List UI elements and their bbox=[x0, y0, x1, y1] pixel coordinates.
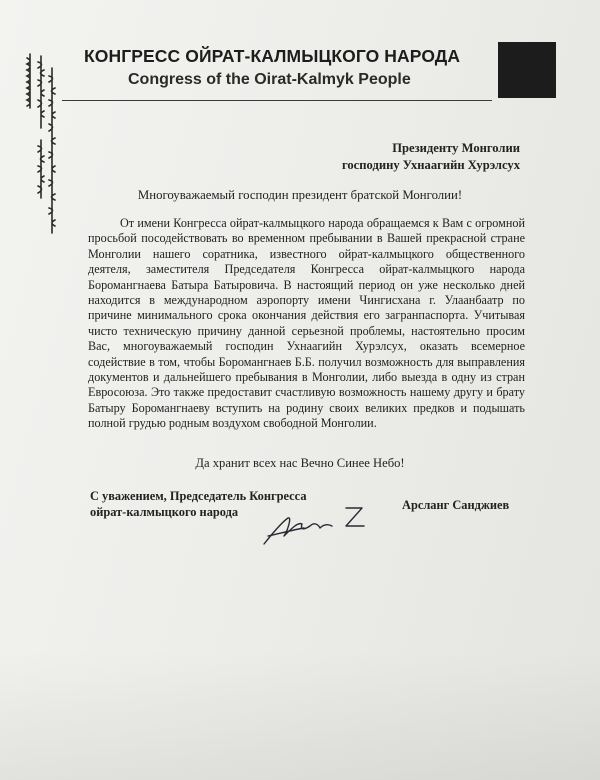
signature-title-line1: С уважением, Председатель Конгресса bbox=[90, 489, 307, 503]
org-name-ru: КОНГРЕСС ОЙРАТ-КАЛМЫЦКОГО НАРОДА bbox=[84, 46, 461, 66]
letter-body: От имени Конгресса ойрат-калмыцкого народа обращаемся к Вам с огромной просьбой посодействовать во временном пребывании в Вашей прекрасной стране Монголии нашего соратника, известного ойрат-калмыцкого общественного деятеля, заместителя Председателя Конгресса ойрат-калмыцкого народа Боромангнаева Батыра Батыровича. В настоящий период он уже несколько дней находится в международном аэропорту имени Чингисхана г. Улаанбаатр по причине минимального срока окончания действия его загранпаспорта. Учитывая чисто техническую причину данной серьезной проблемы, настоятельно просим Вас, многоуважаемый господин Ухнаагийн Хурэлсух, оказать всемерное содействие в том, чтобы Боромангнаев Б.Б. получил возможность для выправления документов и дальнейшего пребывания в Монголии, либо выезда в одну из стран Евросоюза. Это также предоставит счастливую возможность нашему другу и брату Батыру Боромангнаеву вступить на родину своих великих предков и подышать полной грудью родным воздухом свободной Монголии. bbox=[88, 216, 525, 431]
handwritten-signature bbox=[258, 500, 384, 548]
header-divider bbox=[62, 100, 492, 101]
org-name-en: Congress of the Oirat-Kalmyk People bbox=[128, 71, 411, 88]
salutation: Многоуважаемый господин президент братской Монголии! bbox=[137, 188, 463, 202]
signature-title-line2: ойрат-калмыцкого народа bbox=[90, 505, 239, 519]
letterhead-logo-block bbox=[498, 42, 556, 98]
addressee-line1: Президенту Монголии bbox=[392, 141, 520, 155]
mongolian-script-icon bbox=[22, 48, 62, 238]
closing-line: Да хранит всех нас Вечно Синее Небо! bbox=[195, 456, 405, 470]
addressee-line2: господину Ухнаагийн Хурэлсух bbox=[341, 158, 520, 172]
page-shadow bbox=[0, 650, 600, 780]
addressee-block bbox=[342, 140, 520, 174]
signatory-name: Арсланг Санджиев bbox=[402, 498, 510, 512]
